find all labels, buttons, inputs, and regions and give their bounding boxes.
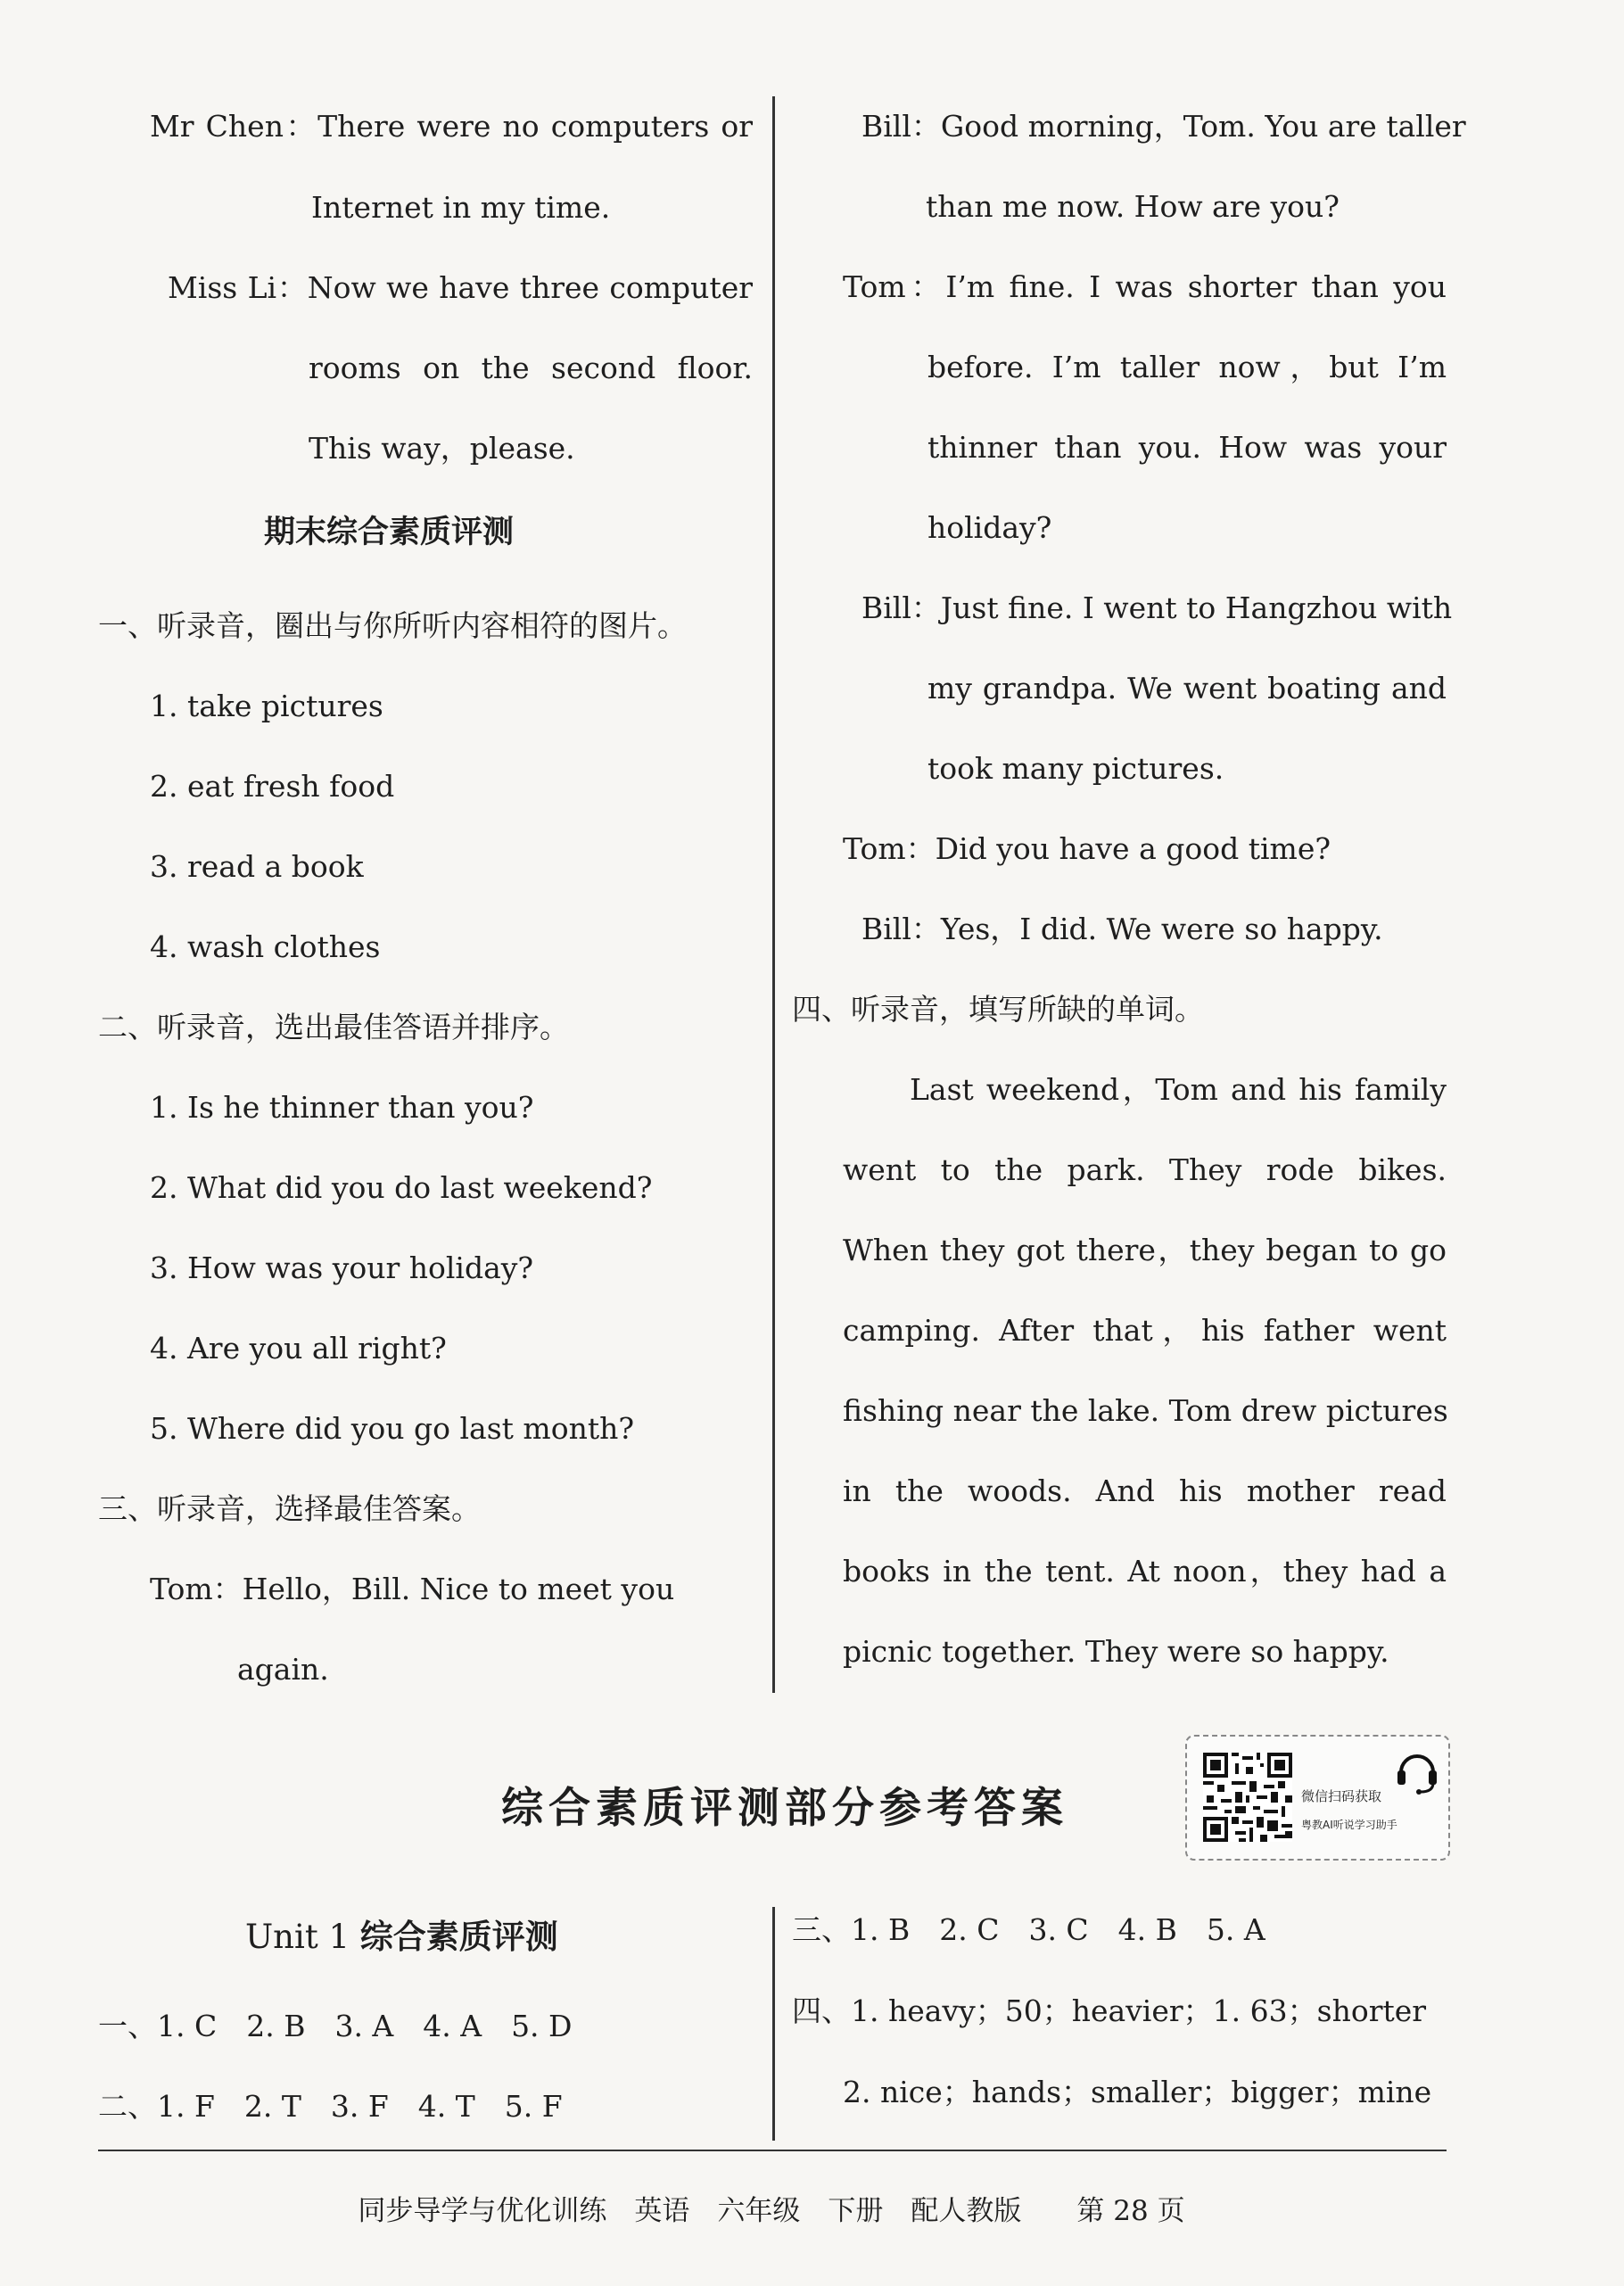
q1-label: 一、听录音，圈出与你所听内容相符的图片。 bbox=[98, 608, 687, 643]
footer-rule bbox=[98, 2150, 1447, 2151]
q2-item: 4. Are you all right? bbox=[150, 1331, 447, 1366]
q4-label: 四、听录音，填写所缺的单词。 bbox=[792, 992, 1204, 1027]
answer-line: 2. nice；hands；smaller；bigger；mine bbox=[843, 2075, 1432, 2109]
passage-line: fishing near the lake. Tom drew pictures bbox=[843, 1393, 1448, 1428]
qr-subcaption: 粤教AI听说学习助手 bbox=[1301, 1819, 1397, 1831]
q2-item: 5. Where did you go last month? bbox=[150, 1411, 635, 1446]
unit-title bbox=[245, 1918, 558, 1957]
q1-item: 4. wash clothes bbox=[150, 929, 381, 964]
q1-item: 1. take pictures bbox=[150, 689, 383, 723]
dialogue-line: Miss Li：Now we have three computer bbox=[168, 270, 753, 305]
q2-label: 二、听录音，选出最佳答语并排序。 bbox=[98, 1010, 569, 1044]
dialogue-line: Bill：Yes，I did. We were so happy. bbox=[861, 912, 1383, 946]
q2-item: 3. How was your holiday? bbox=[150, 1250, 534, 1285]
footer: 同步导学与优化训练 英语 六年级 下册 配人教版 第 28 页 bbox=[358, 2195, 1185, 2227]
q3-line: Tom：Hello，Bill. Nice to meet you bbox=[150, 1572, 675, 1606]
dialogue-line: Tom：I’m fine. I was shorter than you bbox=[843, 269, 1447, 304]
dialogue-line: than me now. How are you? bbox=[926, 189, 1340, 224]
unit-title-en: Unit 1 bbox=[245, 1918, 350, 1956]
qr-caption: 微信扫码获取 bbox=[1301, 1788, 1382, 1804]
q2-item: 2. What did you do last weekend? bbox=[150, 1170, 653, 1205]
dialogue-line: Bill：Just fine. I went to Hangzhou with bbox=[861, 590, 1453, 625]
dialogue-line: my grandpa. We went boating and bbox=[927, 671, 1447, 706]
dialogue-line: before. I’m taller now，but I’m bbox=[927, 350, 1447, 384]
answer-line: 二、1. F 2. T 3. F 4. T 5. F bbox=[98, 2089, 563, 2124]
q2-item: 1. Is he thinner than you? bbox=[150, 1090, 534, 1125]
passage-line: When they got there，they began to go bbox=[843, 1233, 1447, 1267]
dialogue-line: Tom：Did you have a good time? bbox=[843, 831, 1331, 866]
column-divider bbox=[772, 96, 775, 1693]
dialogue-line: holiday? bbox=[927, 510, 1052, 545]
dialogue-line: rooms on the second floor. bbox=[309, 351, 753, 385]
passage-line: camping. After that，his father went bbox=[843, 1313, 1447, 1348]
passage-line: books in the tent. At noon，they had a bbox=[843, 1554, 1447, 1589]
passage-line: Last weekend，Tom and his family bbox=[910, 1072, 1447, 1107]
answers-title: 综合素质评测部分参考答案 bbox=[501, 1784, 1068, 1833]
passage-line: picnic together. They were so happy. bbox=[843, 1634, 1389, 1669]
passage-line: went to the park. They rode bikes. bbox=[843, 1152, 1447, 1187]
dialogue-line: Mr Chen：There were no computers or bbox=[150, 109, 753, 144]
dialogue-line: thinner than you. How was your bbox=[927, 430, 1447, 465]
dialogue-line: This way，please. bbox=[309, 431, 575, 466]
q3-label: 三、听录音，选择最佳答案。 bbox=[98, 1491, 481, 1526]
answer-line: 一、1. C 2. B 3. A 4. A 5. D bbox=[98, 2009, 573, 2043]
headset-icon bbox=[1394, 1745, 1440, 1795]
qr-card bbox=[1185, 1735, 1450, 1861]
q3-line: again. bbox=[237, 1652, 329, 1687]
answer-line: 三、1. B 2. C 3. C 4. B 5. A bbox=[792, 1912, 1265, 1947]
q1-item: 2. eat fresh food bbox=[150, 769, 395, 804]
unit-title-zh: 综合素质评测 bbox=[359, 1918, 558, 1956]
q1-item: 3. read a book bbox=[150, 849, 364, 884]
answer-line: 四、1. heavy；50；heavier；1. 63；shorter bbox=[792, 1993, 1427, 2028]
dialogue-line: Internet in my time. bbox=[311, 190, 611, 225]
answers-divider bbox=[772, 1907, 775, 2141]
qr-code-icon bbox=[1203, 1753, 1292, 1842]
section-title: 期末综合素质评测 bbox=[264, 515, 515, 550]
dialogue-line: Bill：Good morning，Tom. You are taller bbox=[861, 109, 1466, 144]
passage-line: in the woods. And his mother read bbox=[843, 1473, 1447, 1508]
dialogue-line: took many pictures. bbox=[927, 751, 1224, 786]
